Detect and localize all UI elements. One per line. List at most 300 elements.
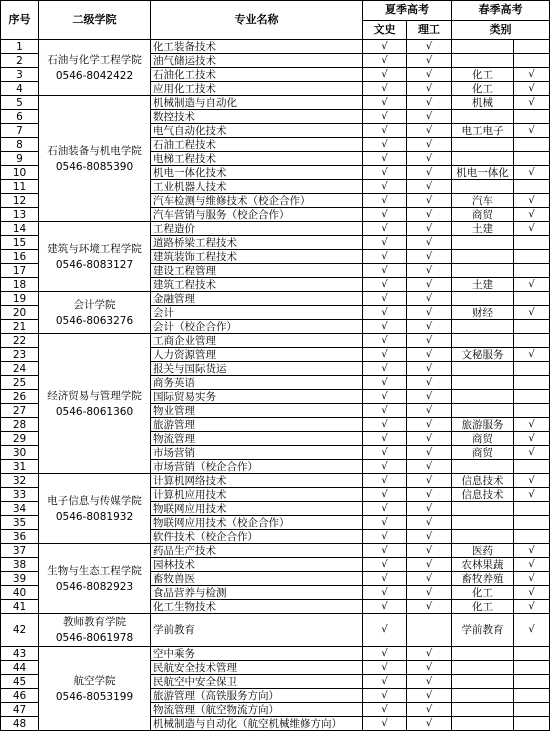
spring-category <box>452 703 514 717</box>
row-index: 42 <box>1 614 39 647</box>
header-index: 序号 <box>1 1 39 40</box>
liberal-arts-check: √ <box>363 474 407 488</box>
spring-category: 土建 <box>452 222 514 236</box>
major-name: 工程造价 <box>151 222 363 236</box>
science-check: √ <box>407 278 452 292</box>
liberal-arts-check: √ <box>363 586 407 600</box>
row-index: 10 <box>1 166 39 180</box>
major-name: 建设工程管理 <box>151 264 363 278</box>
science-check: √ <box>407 376 452 390</box>
liberal-arts-check: √ <box>363 82 407 96</box>
science-check: √ <box>407 404 452 418</box>
college-phone: 0546-8061360 <box>55 405 134 418</box>
major-name: 工商企业管理 <box>151 334 363 348</box>
liberal-arts-check: √ <box>363 376 407 390</box>
spring-check: √ <box>514 222 550 236</box>
spring-check: √ <box>514 418 550 432</box>
spring-check <box>514 264 550 278</box>
liberal-arts-check: √ <box>363 236 407 250</box>
college-cell <box>39 614 151 647</box>
major-name: 计算机应用技术 <box>151 488 363 502</box>
row-index: 35 <box>1 516 39 530</box>
major-name: 化工装备技术 <box>151 40 363 54</box>
college-cell <box>39 334 151 474</box>
science-check: √ <box>407 717 452 731</box>
college-cell <box>39 96 151 222</box>
major-name: 物联网应用技术（校企合作） <box>151 516 363 530</box>
major-name: 空中乘务 <box>151 647 363 661</box>
liberal-arts-check: √ <box>363 558 407 572</box>
college-cell <box>39 222 151 292</box>
spring-check: √ <box>514 166 550 180</box>
spring-category <box>452 675 514 689</box>
spring-check: √ <box>514 124 550 138</box>
major-name: 物流管理（航空物流方向） <box>151 703 363 717</box>
spring-check <box>514 292 550 306</box>
liberal-arts-check: √ <box>363 600 407 614</box>
spring-check <box>514 236 550 250</box>
liberal-arts-check: √ <box>363 544 407 558</box>
science-check: √ <box>407 544 452 558</box>
liberal-arts-check: √ <box>363 264 407 278</box>
row-index: 16 <box>1 250 39 264</box>
liberal-arts-check: √ <box>363 432 407 446</box>
header-summer-exam: 夏季高考 <box>363 1 452 21</box>
spring-check <box>514 40 550 54</box>
liberal-arts-check: √ <box>363 180 407 194</box>
science-check: √ <box>407 390 452 404</box>
science-check <box>407 614 452 647</box>
row-index: 26 <box>1 390 39 404</box>
spring-check: √ <box>514 586 550 600</box>
liberal-arts-check: √ <box>363 348 407 362</box>
spring-category <box>452 460 514 474</box>
major-name: 物业管理 <box>151 404 363 418</box>
major-name: 油气储运技术 <box>151 54 363 68</box>
header-row-1 <box>1 1 550 21</box>
spring-check <box>514 647 550 661</box>
liberal-arts-check: √ <box>363 488 407 502</box>
science-check: √ <box>407 96 452 110</box>
spring-category <box>452 502 514 516</box>
row-index: 14 <box>1 222 39 236</box>
college-name: 石油装备与机电学院 <box>47 144 142 157</box>
major-name: 机械制造与自动化 <box>151 96 363 110</box>
liberal-arts-check: √ <box>363 278 407 292</box>
science-check: √ <box>407 558 452 572</box>
spring-category: 机电一体化 <box>452 166 514 180</box>
college-phone: 0546-8042422 <box>55 69 134 82</box>
major-name: 食品营养与检测 <box>151 586 363 600</box>
spring-check <box>514 703 550 717</box>
major-name: 石油化工技术 <box>151 68 363 82</box>
major-name: 金融管理 <box>151 292 363 306</box>
spring-check <box>514 110 550 124</box>
spring-check: √ <box>514 558 550 572</box>
spring-check <box>514 516 550 530</box>
science-check: √ <box>407 264 452 278</box>
spring-category <box>452 54 514 68</box>
science-check: √ <box>407 194 452 208</box>
row-index: 3 <box>1 68 39 82</box>
spring-check: √ <box>514 488 550 502</box>
liberal-arts-check: √ <box>363 68 407 82</box>
liberal-arts-check: √ <box>363 390 407 404</box>
science-check: √ <box>407 488 452 502</box>
row-index: 47 <box>1 703 39 717</box>
spring-category: 电工电子 <box>452 124 514 138</box>
college-phone: 0546-8082923 <box>55 580 134 593</box>
liberal-arts-check: √ <box>363 418 407 432</box>
spring-check <box>514 54 550 68</box>
row-index: 1 <box>1 40 39 54</box>
science-check: √ <box>407 166 452 180</box>
college-phone: 0546-8081932 <box>55 510 134 523</box>
major-name: 电梯工程技术 <box>151 152 363 166</box>
science-check: √ <box>407 222 452 236</box>
row-index: 11 <box>1 180 39 194</box>
spring-category <box>452 250 514 264</box>
major-name: 会计 <box>151 306 363 320</box>
college-phone: 0546-8063276 <box>55 314 134 327</box>
spring-category: 化工 <box>452 586 514 600</box>
liberal-arts-check: √ <box>363 460 407 474</box>
row-index: 21 <box>1 320 39 334</box>
liberal-arts-check: √ <box>363 334 407 348</box>
spring-check: √ <box>514 96 550 110</box>
spring-category: 化工 <box>452 82 514 96</box>
spring-category: 信息技术 <box>452 474 514 488</box>
liberal-arts-check: √ <box>363 208 407 222</box>
spring-category: 财经 <box>452 306 514 320</box>
row-index: 25 <box>1 376 39 390</box>
row-index: 38 <box>1 558 39 572</box>
science-check: √ <box>407 703 452 717</box>
liberal-arts-check: √ <box>363 614 407 647</box>
spring-check <box>514 138 550 152</box>
major-name: 道路桥梁工程技术 <box>151 236 363 250</box>
spring-category <box>452 717 514 731</box>
spring-category <box>452 661 514 675</box>
row-index: 8 <box>1 138 39 152</box>
spring-category <box>452 264 514 278</box>
row-index: 7 <box>1 124 39 138</box>
liberal-arts-check: √ <box>363 152 407 166</box>
row-index: 37 <box>1 544 39 558</box>
row-index: 22 <box>1 334 39 348</box>
major-name: 计算机网络技术 <box>151 474 363 488</box>
major-name: 国际贸易实务 <box>151 390 363 404</box>
spring-category: 商贸 <box>452 432 514 446</box>
major-name: 会计（校企合作） <box>151 320 363 334</box>
science-check: √ <box>407 432 452 446</box>
liberal-arts-check: √ <box>363 502 407 516</box>
science-check: √ <box>407 586 452 600</box>
row-index: 5 <box>1 96 39 110</box>
row-index: 43 <box>1 647 39 661</box>
science-check: √ <box>407 138 452 152</box>
header-spring-exam: 春季高考 <box>452 1 550 21</box>
major-name: 化工生物技术 <box>151 600 363 614</box>
spring-category <box>452 292 514 306</box>
table-row <box>1 334 550 348</box>
science-check: √ <box>407 68 452 82</box>
spring-check: √ <box>514 474 550 488</box>
college-cell <box>39 647 151 731</box>
spring-check <box>514 530 550 544</box>
science-check: √ <box>407 446 452 460</box>
row-index: 29 <box>1 432 39 446</box>
header-category: 类别 <box>452 20 550 40</box>
table-row <box>1 96 550 110</box>
spring-category: 商贸 <box>452 208 514 222</box>
spring-check <box>514 376 550 390</box>
liberal-arts-check: √ <box>363 306 407 320</box>
major-name: 物联网应用技术 <box>151 502 363 516</box>
spring-check: √ <box>514 572 550 586</box>
liberal-arts-check: √ <box>363 446 407 460</box>
liberal-arts-check: √ <box>363 124 407 138</box>
science-check: √ <box>407 306 452 320</box>
major-name: 建筑装饰工程技术 <box>151 250 363 264</box>
table-row <box>1 222 550 236</box>
table-row <box>1 40 550 54</box>
science-check: √ <box>407 250 452 264</box>
college-name: 石油与化学工程学院 <box>47 53 142 66</box>
spring-category <box>452 404 514 418</box>
major-name: 数控技术 <box>151 110 363 124</box>
college-cell <box>39 292 151 334</box>
major-name: 人力资源管理 <box>151 348 363 362</box>
spring-category <box>452 152 514 166</box>
science-check: √ <box>407 689 452 703</box>
row-index: 24 <box>1 362 39 376</box>
major-name: 建筑工程技术 <box>151 278 363 292</box>
row-index: 40 <box>1 586 39 600</box>
college-phone: 0546-8061978 <box>55 632 134 644</box>
spring-category: 文秘服务 <box>452 348 514 362</box>
liberal-arts-check: √ <box>363 222 407 236</box>
liberal-arts-check: √ <box>363 110 407 124</box>
spring-check <box>514 661 550 675</box>
row-index: 32 <box>1 474 39 488</box>
row-index: 19 <box>1 292 39 306</box>
liberal-arts-check: √ <box>363 166 407 180</box>
major-name: 民航空中安全保卫 <box>151 675 363 689</box>
liberal-arts-check: √ <box>363 40 407 54</box>
row-index: 20 <box>1 306 39 320</box>
liberal-arts-check: √ <box>363 96 407 110</box>
spring-check <box>514 180 550 194</box>
spring-check: √ <box>514 348 550 362</box>
science-check: √ <box>407 124 452 138</box>
major-name: 工业机器人技术 <box>151 180 363 194</box>
science-check: √ <box>407 82 452 96</box>
major-name: 报关与国际货运 <box>151 362 363 376</box>
science-check: √ <box>407 474 452 488</box>
row-index: 18 <box>1 278 39 292</box>
liberal-arts-check: √ <box>363 320 407 334</box>
table-row <box>1 544 550 558</box>
spring-check: √ <box>514 432 550 446</box>
spring-category: 化工 <box>452 68 514 82</box>
row-index: 4 <box>1 82 39 96</box>
table-row <box>1 292 550 306</box>
major-name: 商务英语 <box>151 376 363 390</box>
liberal-arts-check: √ <box>363 362 407 376</box>
science-check: √ <box>407 572 452 586</box>
spring-check <box>514 334 550 348</box>
row-index: 31 <box>1 460 39 474</box>
header-college: 二级学院 <box>39 1 151 40</box>
science-check: √ <box>407 661 452 675</box>
major-name: 应用化工技术 <box>151 82 363 96</box>
science-check: √ <box>407 647 452 661</box>
science-check: √ <box>407 418 452 432</box>
science-check: √ <box>407 516 452 530</box>
liberal-arts-check: √ <box>363 647 407 661</box>
spring-check: √ <box>514 278 550 292</box>
science-check: √ <box>407 348 452 362</box>
major-name: 汽车检测与维修技术（校企合作） <box>151 194 363 208</box>
row-index: 39 <box>1 572 39 586</box>
spring-category <box>452 362 514 376</box>
liberal-arts-check: √ <box>363 292 407 306</box>
major-name: 药品生产技术 <box>151 544 363 558</box>
science-check: √ <box>407 110 452 124</box>
row-index: 17 <box>1 264 39 278</box>
spring-category <box>452 110 514 124</box>
header-liberal-arts: 文史 <box>363 20 407 40</box>
college-cell <box>39 544 151 614</box>
spring-category: 信息技术 <box>452 488 514 502</box>
row-index: 45 <box>1 675 39 689</box>
major-name: 学前教育 <box>151 614 363 647</box>
row-index: 44 <box>1 661 39 675</box>
row-index: 15 <box>1 236 39 250</box>
major-name: 旅游管理（高铁服务方向） <box>151 689 363 703</box>
spring-category: 农林果蔬 <box>452 558 514 572</box>
science-check: √ <box>407 334 452 348</box>
major-name: 畜牧兽医 <box>151 572 363 586</box>
college-name: 建筑与环境工程学院 <box>47 242 142 255</box>
spring-category <box>452 516 514 530</box>
spring-category: 土建 <box>452 278 514 292</box>
spring-category <box>452 689 514 703</box>
spring-category: 学前教育 <box>452 614 514 647</box>
major-name: 市场营销 <box>151 446 363 460</box>
science-check: √ <box>407 675 452 689</box>
spring-check <box>514 675 550 689</box>
row-index: 23 <box>1 348 39 362</box>
liberal-arts-check: √ <box>363 675 407 689</box>
spring-category <box>452 138 514 152</box>
spring-category <box>452 40 514 54</box>
major-name: 园林技术 <box>151 558 363 572</box>
college-name: 会计学院 <box>73 298 116 311</box>
row-index: 41 <box>1 600 39 614</box>
major-name: 物流管理 <box>151 432 363 446</box>
spring-check: √ <box>514 446 550 460</box>
science-check: √ <box>407 320 452 334</box>
spring-check: √ <box>514 208 550 222</box>
major-name: 机械制造与自动化（航空机械维修方向） <box>151 717 363 731</box>
spring-check <box>514 460 550 474</box>
college-name: 教师教育学院 <box>63 616 126 628</box>
college-name: 航空学院 <box>73 674 116 687</box>
college-phone: 0546-8083127 <box>55 258 134 271</box>
college-name: 生物与生态工程学院 <box>47 564 142 577</box>
spring-check <box>514 152 550 166</box>
spring-category <box>452 320 514 334</box>
college-name: 经济贸易与管理学院 <box>47 389 142 402</box>
college-phone: 0546-8085390 <box>55 160 134 173</box>
spring-check: √ <box>514 600 550 614</box>
science-check: √ <box>407 502 452 516</box>
spring-category <box>452 390 514 404</box>
major-name: 电气自动化技术 <box>151 124 363 138</box>
major-name: 石油工程技术 <box>151 138 363 152</box>
spring-category: 旅游服务 <box>452 418 514 432</box>
header-major: 专业名称 <box>151 1 363 40</box>
spring-category: 化工 <box>452 600 514 614</box>
row-index: 30 <box>1 446 39 460</box>
row-index: 34 <box>1 502 39 516</box>
spring-check: √ <box>514 194 550 208</box>
liberal-arts-check: √ <box>363 717 407 731</box>
liberal-arts-check: √ <box>363 404 407 418</box>
row-index: 46 <box>1 689 39 703</box>
spring-check: √ <box>514 82 550 96</box>
science-check: √ <box>407 208 452 222</box>
major-name: 旅游管理 <box>151 418 363 432</box>
college-cell <box>39 474 151 544</box>
spring-check: √ <box>514 68 550 82</box>
science-check: √ <box>407 460 452 474</box>
science-check: √ <box>407 530 452 544</box>
row-index: 36 <box>1 530 39 544</box>
liberal-arts-check: √ <box>363 530 407 544</box>
spring-check: √ <box>514 306 550 320</box>
spring-category: 医药 <box>452 544 514 558</box>
major-name: 民航安全技术管理 <box>151 661 363 675</box>
table-row <box>1 614 550 647</box>
college-phone: 0546-8053199 <box>55 690 134 703</box>
spring-category <box>452 376 514 390</box>
row-index: 6 <box>1 110 39 124</box>
liberal-arts-check: √ <box>363 661 407 675</box>
spring-check <box>514 502 550 516</box>
row-index: 33 <box>1 488 39 502</box>
liberal-arts-check: √ <box>363 250 407 264</box>
liberal-arts-check: √ <box>363 516 407 530</box>
science-check: √ <box>407 40 452 54</box>
college-cell <box>39 40 151 96</box>
spring-check <box>514 362 550 376</box>
science-check: √ <box>407 236 452 250</box>
major-name: 市场营销（校企合作） <box>151 460 363 474</box>
science-check: √ <box>407 54 452 68</box>
row-index: 12 <box>1 194 39 208</box>
liberal-arts-check: √ <box>363 54 407 68</box>
table-row <box>1 647 550 661</box>
spring-category: 汽车 <box>452 194 514 208</box>
liberal-arts-check: √ <box>363 194 407 208</box>
liberal-arts-check: √ <box>363 572 407 586</box>
spring-category <box>452 530 514 544</box>
liberal-arts-check: √ <box>363 703 407 717</box>
spring-category: 商贸 <box>452 446 514 460</box>
